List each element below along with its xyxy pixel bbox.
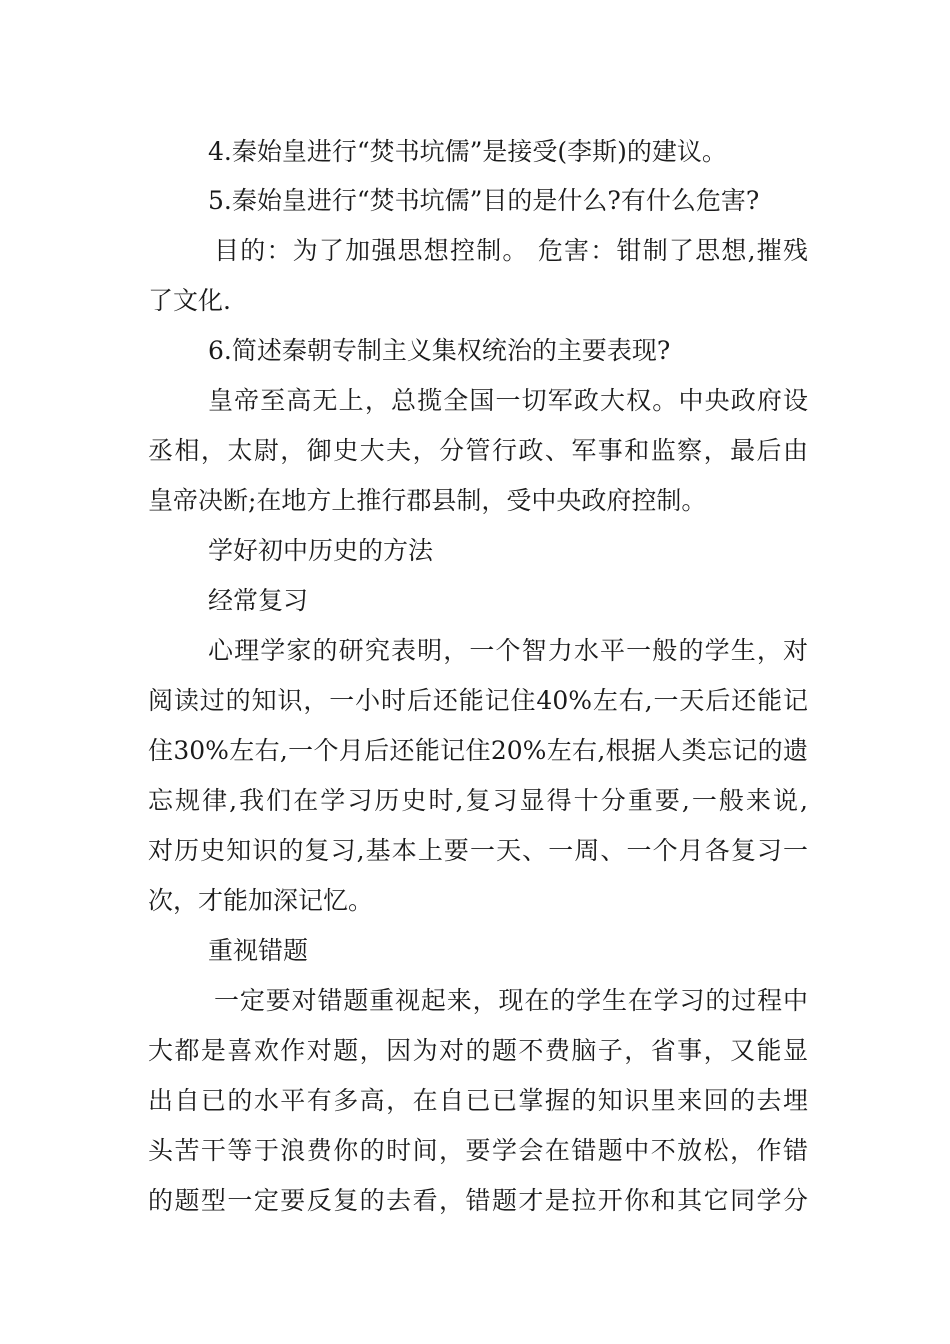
text-line-8: 皇帝决断;在地方上推行郡县制，受中央政府控制。 (148, 486, 707, 515)
text-line-11: 心理学家的研究表明，一个智力水平一般的学生，对 (208, 636, 808, 665)
text-line-16: 次，才能加深记忆。 (148, 886, 374, 915)
text-line-20: 出自已的水平有多高，在自已已掌握的知识里来回的去埋 (148, 1086, 808, 1115)
text-line-18: 一定要对错题重视起来，现在的学生在学习的过程中 (214, 986, 808, 1015)
subheading-review: 经常复习 (208, 586, 309, 615)
text-line-22: 的题型一定要反复的去看，错题才是拉开你和其它同学分 (148, 1186, 808, 1215)
text-line-2: 5.秦始皇进行“焚书坑儒”目的是什么?有什么危害? (208, 186, 760, 215)
text-line-19: 大都是喜欢作对题，因为对的题不费脑子，省事，又能显 (148, 1036, 808, 1065)
subheading-mistakes: 重视错题 (208, 936, 309, 965)
text-line-3: 目的：为了加强思想控制。 危害：钳制了思想,摧残 (214, 236, 808, 265)
text-line-13: 住30%左右,一个月后还能记住20%左右,根据人类忘记的遗 (148, 736, 808, 765)
text-line-5: 6.简述秦朝专制主义集权统治的主要表现? (208, 336, 671, 365)
section-heading: 学好初中历史的方法 (208, 536, 434, 565)
text-line-12: 阅读过的知识，一小时后还能记住40%左右,一天后还能记 (148, 686, 808, 715)
text-line-7: 丞相，太尉，御史大夫，分管行政、军事和监察，最后由 (148, 436, 808, 465)
text-line-1: 4.秦始皇进行“焚书坑儒”是接受(李斯)的建议。 (208, 137, 727, 166)
text-line-6: 皇帝至高无上，总揽全国一切军政大权。中央政府设 (208, 386, 808, 415)
text-line-21: 头苦干等于浪费你的时间，要学会在错题中不放松，作错 (148, 1136, 808, 1165)
text-line-4: 了文化. (148, 286, 231, 315)
text-line-15: 对历史知识的复习,基本上要一天、一周、一个月各复习一 (148, 836, 808, 865)
text-line-14: 忘规律,我们在学习历史时,复习显得十分重要,一般来说, (148, 786, 808, 815)
